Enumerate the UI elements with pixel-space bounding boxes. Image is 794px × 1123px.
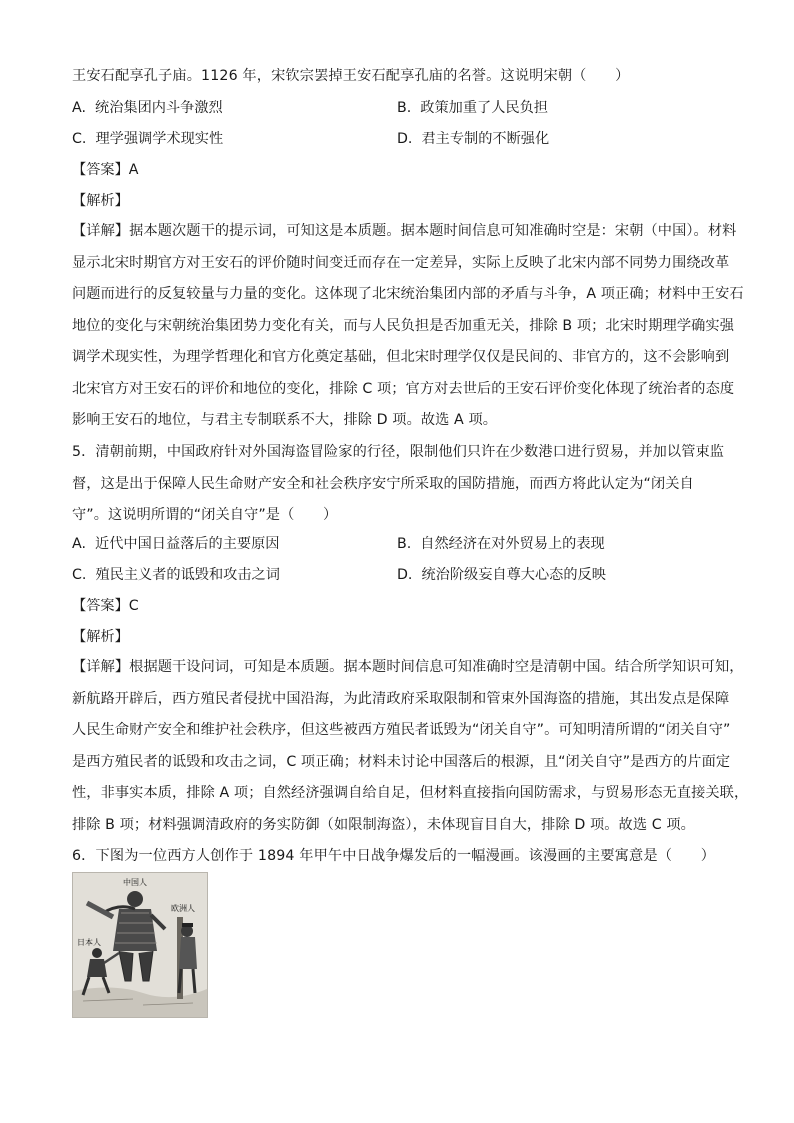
option-text: 统治阶级妄自尊大心态的反映 [421, 567, 606, 583]
option-label: B. [397, 536, 412, 552]
detail-line: 地位的变化与宋朝统治集团势力变化有关，而与人民负担是否加重无关，排除 B 项；北宋时期理学确实强 [72, 317, 734, 334]
q4-option-b[interactable] [397, 98, 548, 118]
detail-line: 是西方殖民者的诋毁和攻击之词，C 项正确；材料未讨论中国落后的根源，且“闭关自守”是西方的片面定 [72, 753, 731, 770]
option-label: B. [397, 100, 412, 116]
q5-analysis-tag: 【解析】 [72, 629, 129, 645]
q5-answer [72, 596, 139, 616]
label-european: 欧洲人 [171, 904, 195, 913]
option-label: D. [397, 567, 413, 583]
detail-line: 人民生命财产安全和维护社会秩序，但这些被西方殖民者诋毁为“闭关自守”。可知明清所谓的“闭关自守” [72, 722, 731, 738]
q4-detail [72, 216, 744, 437]
detail-line: 【详解】据本题次题干的提示词，可知这是本质题。据本题时间信息可知准确时空是：宋朝（中国）。材料 [72, 223, 737, 239]
detail-line: 新航路开辟后，西方殖民者侵扰中国沿海，为此清政府采取限制和管束外国海盗的措施，其出发点是保障 [72, 690, 730, 707]
detail-line: 【详解】根据题干设问词，可知是本质题。据本题时间信息可知准确时空是清朝中国。结合所学知识可知， [72, 659, 744, 675]
option-label: D. [397, 131, 413, 147]
detail-line: 北宋官方对王安石的评价和地位的变化，排除 C 项；官方对去世后的王安石评价变化体现了统治者的态度 [72, 380, 735, 397]
q4-option-c[interactable] [72, 129, 223, 149]
option-text: 政策加重了人民负担 [420, 100, 548, 116]
stem-line: 守”。这说明所谓的“闭关自守”是（ ） [72, 507, 338, 523]
label-japanese: 日本人 [77, 938, 101, 947]
cartoon-image [72, 872, 208, 1018]
q5-option-b[interactable] [397, 534, 605, 554]
q6-stem: 6．下图为一位西方人创作于 1894 年甲午中日战争爆发后的一幅漫画。该漫画的主要寓意是（ ） [72, 848, 716, 864]
stem-line: 5．清朝前期，中国政府针对外国海盗冒险家的行径，限制他们只许在少数港口进行贸易，并加以管束监 [72, 444, 725, 460]
option-text: 君主专制的不断强化 [421, 131, 550, 147]
q4-option-a[interactable] [72, 98, 223, 118]
option-label: A. [72, 536, 86, 552]
detail-line: 影响王安石的地位，与君主专制联系不大，排除 D 项。故选 A 项。 [72, 412, 498, 428]
option-label: A. [72, 100, 86, 116]
q5-option-c[interactable] [72, 565, 280, 585]
q5-option-a[interactable] [72, 534, 279, 554]
detail-line: 显示北宋时期官方对王安石的评价随时间变迁而存在一定差异，实际上反映了北宋内部不同势力围绕改革 [72, 254, 730, 271]
option-text: 统治集团内斗争激烈 [95, 100, 223, 116]
detail-line: 性，非事实本质，排除 A 项；自然经济强调自给自足，但材料直接指向国防需求，与贸易形态无直接关联， [72, 785, 749, 801]
label-chinese: 中国人 [123, 878, 147, 887]
answer-value: A [128, 162, 139, 178]
q4-stem: 王安石配享孔子庙。1126 年，宋钦宗罢掉王安石配享孔庙的名誉。这说明宋朝（ ） [72, 68, 630, 84]
option-text: 殖民主义者的诋毁和攻击之词 [95, 567, 280, 583]
option-text: 理学强调学术现实性 [95, 131, 224, 147]
q5-stem [72, 437, 724, 532]
detail-line: 调学术现实性，为理学哲理化和官方化奠定基础，但北宋时理学仅仅是民间的、非官方的，这不会影响到 [72, 349, 730, 365]
option-text: 自然经济在对外贸易上的表现 [420, 536, 605, 552]
stem-line: 督，这是出于保障人民生命财产安全和社会秩序安宁所采取的国防措施，而西方将此认定为“闭关自 [72, 475, 694, 492]
q5-detail [72, 652, 749, 841]
option-label: C. [72, 567, 87, 583]
answer-tag: 【答案】 [72, 162, 129, 178]
q4-analysis-tag: 【解析】 [72, 193, 129, 209]
q4-answer [72, 160, 138, 180]
q5-option-d[interactable] [397, 565, 606, 585]
detail-line: 排除 B 项；材料强调清政府的务实防御（如限制海盗），未体现盲目自大，排除 D 项。故选 C 项。 [72, 816, 695, 833]
answer-value: C [128, 598, 139, 614]
q4-option-d[interactable] [397, 129, 549, 149]
option-text: 近代中国日益落后的主要原因 [95, 536, 280, 552]
cartoon-drawing [73, 873, 207, 1017]
option-label: C. [72, 131, 87, 147]
detail-line: 问题而进行的反复较量与力量的变化。这体现了北宋统治集团内部的矛盾与斗争，A 项正确；材料中王安石 [72, 286, 744, 302]
answer-tag: 【答案】 [72, 598, 129, 614]
